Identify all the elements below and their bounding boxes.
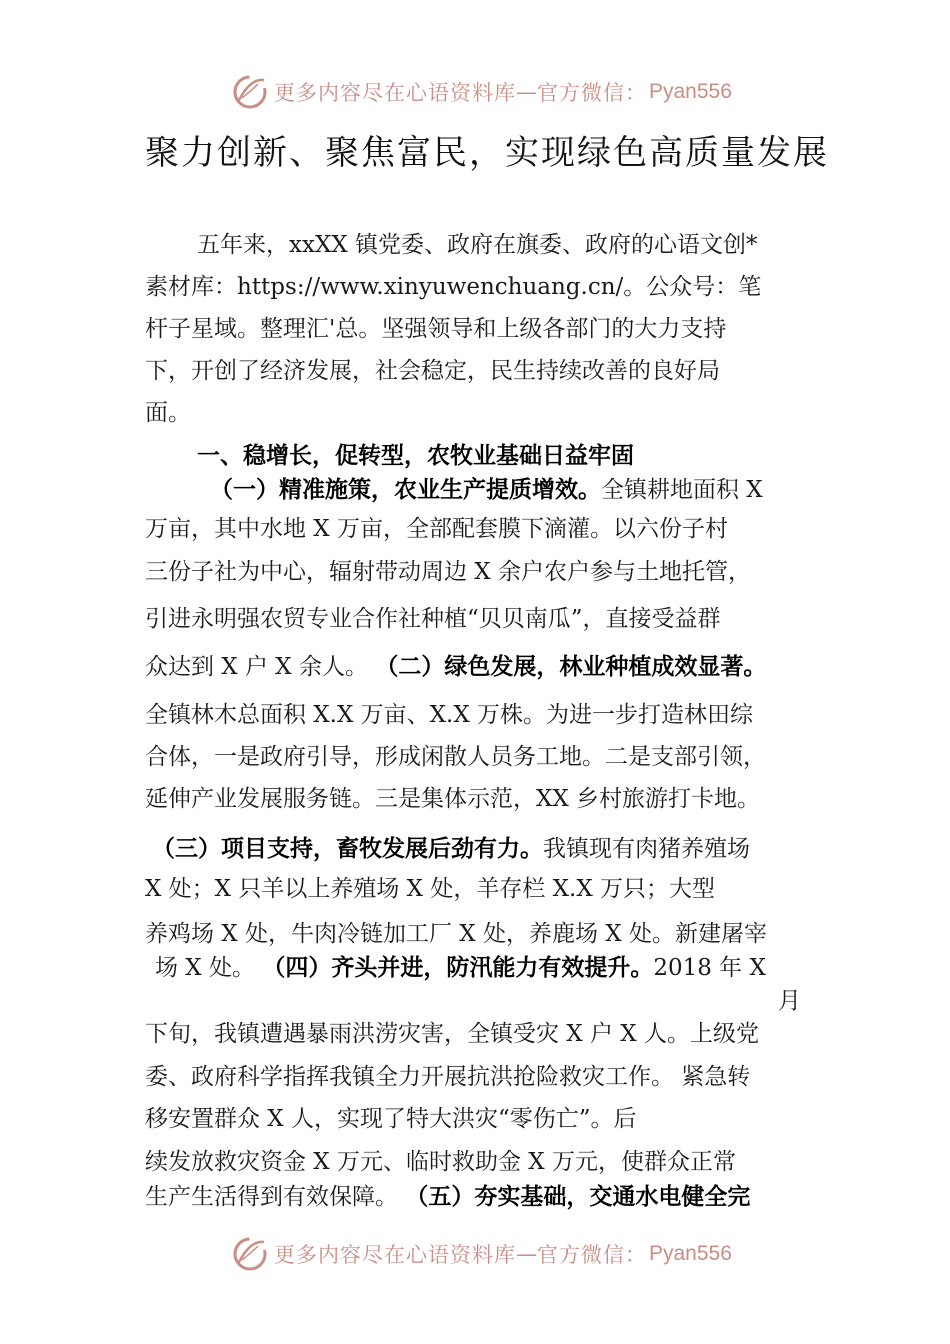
text-line: 下，开创了经济发展，社会稳定，民生持续改善的良好局: [145, 358, 720, 384]
watermark-wechat-id: Pyan556: [649, 1242, 732, 1265]
subsection-heading: （二）绿色发展，林业种植成效显著。: [375, 654, 767, 680]
text-run: 全镇耕地面积 X: [601, 477, 763, 503]
text-line: 合体，一是政府引导，形成闲散人员务工地。二是支部引领，: [145, 744, 766, 770]
watermark-header: [230, 70, 732, 114]
subsection-heading: （三）项目支持，畜牧发展后劲有力。: [152, 836, 543, 862]
text-line: X 处；X 只羊以上养殖场 X 处，羊存栏 X.X 万只；大型: [145, 876, 716, 902]
watermark-text: 更多内容尽在心语资料库: [274, 1243, 516, 1267]
watermark-separator: —: [516, 80, 537, 104]
subsection-heading: （一）精准施策，农业生产提质增效。: [210, 477, 601, 503]
text-line: 五年来，xxXX 镇党委、政府在旗委、政府的心语文创*: [197, 232, 758, 258]
text-line: 三份子社为中心，辐射带动周边 X 余户农户参与土地托管，: [145, 559, 751, 585]
watermark-wechat-id: Pyan556: [649, 80, 732, 103]
text-line: [145, 648, 766, 681]
document-title: 聚力创新、聚焦富民，实现绿色高质量发展: [145, 133, 829, 173]
text-line: [152, 830, 750, 863]
brush-logo-icon: [230, 1234, 270, 1274]
text-run: 众达到 X 户 X 余人。: [145, 654, 368, 680]
text-line: 养鸡场 X 处，牛肉冷链加工厂 X 处，养鹿场 X 处。新建屠宰: [145, 921, 767, 947]
text-line: 移安置群众 X 人，实现了特大洪灾“零伤亡”。后: [145, 1106, 637, 1132]
watermark-text: 更多内容尽在心语资料库: [274, 81, 516, 105]
text-line: [210, 471, 763, 504]
text-line: [145, 1178, 750, 1211]
watermark-footer: [230, 1232, 732, 1276]
brush-logo-icon: [230, 72, 270, 112]
text-run: 生产生活得到有效保障。: [145, 1184, 398, 1210]
text-line: 续发放救灾资金 X 万元、临时救助金 X 万元，使群众正常: [145, 1149, 736, 1175]
watermark-separator: —: [516, 1242, 537, 1266]
text-run: 2018 年 X: [653, 955, 766, 981]
subsection-heading: （五）夯实基础，交通水电健全完: [405, 1184, 751, 1210]
text-run: 我镇现有肉猪养殖场: [543, 836, 750, 862]
section-heading: 一、稳增长，促转型，农牧业基础日益牢固: [197, 443, 634, 469]
text-line: [155, 949, 766, 982]
watermark-label: 官方微信：: [537, 81, 647, 105]
text-line: 万亩，其中水地 X 万亩，全部配套膜下滴灌。以六份子村: [145, 516, 728, 542]
text-line: 全镇林木总面积 X.X 万亩、X.X 万株。为进一步打造林田综: [145, 702, 754, 728]
text-line: 委、政府科学指挥我镇全力开展抗洪抢险救灾工作。 紧急转: [145, 1064, 751, 1090]
text-line: 杆子星域。整理汇'总。坚强领导和上级各部门的大力支持: [145, 316, 727, 342]
text-line: 引进永明强农贸专业合作社种植“贝贝南瓜”，直接受益群: [145, 606, 721, 632]
subsection-heading: （四）齐头并进，防汛能力有效提升。: [262, 955, 654, 981]
text-line: 素材库：https://www.xinyuwenchuang.cn/。公众号：笔: [145, 274, 762, 300]
watermark-label: 官方微信：: [537, 1243, 647, 1267]
text-line: 月: [778, 988, 801, 1014]
text-line: 面。: [145, 400, 191, 426]
text-run: 场 X 处。: [155, 955, 255, 981]
text-line: 延伸产业发展服务链。三是集体示范，XX 乡村旅游打卡地。: [145, 786, 761, 812]
text-line: 下旬，我镇遭遇暴雨洪涝灾害，全镇受灾 X 户 X 人。上级党: [145, 1021, 759, 1047]
